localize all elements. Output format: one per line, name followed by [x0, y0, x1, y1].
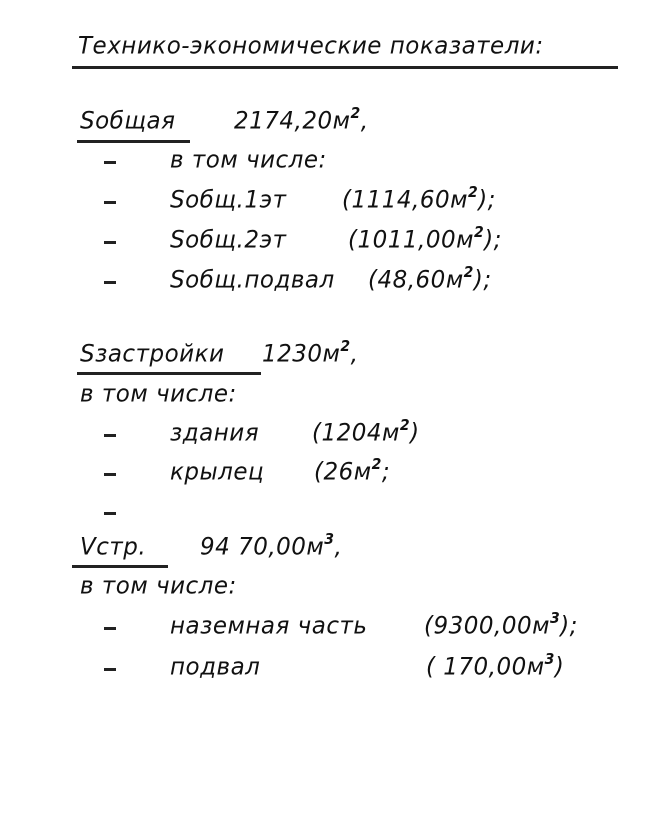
porch-area-label: крылец: [170, 458, 265, 486]
built-area-value: $1230м^2$,: [262, 338, 359, 368]
built-area-subhead: в том числе:: [80, 380, 237, 408]
floor1-area-value: $(1114,60м^2)$;: [342, 184, 496, 214]
dash-bullet: [104, 668, 116, 671]
total-area-value: $2174,20м^2$,: [234, 105, 369, 135]
dash-bullet: [104, 473, 116, 476]
basement-area-value: $(48,60м^2)$;: [368, 264, 492, 294]
above-ground-volume-value: $(9300,00м^3)$;: [424, 610, 578, 640]
volume-subhead: в том числе:: [80, 572, 237, 600]
building-area-label: здания: [170, 419, 260, 447]
porch-area-value: ($26м^2$;: [314, 456, 391, 486]
basement-area-label: Sобщ.подвал: [170, 266, 335, 294]
volume-label: Vстр.: [80, 533, 147, 561]
floor1-area-label: Sобщ.1эт: [170, 186, 287, 214]
title-underline: [72, 66, 618, 69]
total-area-label: Sобщая: [80, 107, 176, 135]
dash-bullet: [104, 201, 116, 204]
page-title: Технико-экономические показатели:: [78, 32, 544, 60]
total-area-underline: [77, 140, 190, 143]
dash-bullet: [104, 281, 116, 284]
above-ground-volume-label: наземная часть: [170, 612, 368, 640]
dash-bullet: [104, 434, 116, 437]
dash-bullet: [104, 241, 116, 244]
floor2-area-value: $(1011,00м^2)$;: [348, 224, 502, 254]
building-area-value: $(1204м^2)$: [312, 417, 420, 447]
dash-bullet: [104, 161, 116, 164]
volume-underline: [72, 565, 168, 568]
built-area-label: Sзастройки: [80, 340, 225, 368]
dash-bullet: [104, 627, 116, 630]
basement-volume-value: ( $170,00м^3$): [426, 651, 565, 681]
volume-value: 94 $70,00м^3$,: [200, 531, 343, 561]
total-area-subhead: в том числе:: [170, 146, 327, 174]
basement-volume-label: подвал: [170, 653, 261, 681]
floor2-area-label: Sобщ.2эт: [170, 226, 287, 254]
built-area-underline: [77, 372, 261, 375]
dash-bullet: [104, 512, 116, 515]
